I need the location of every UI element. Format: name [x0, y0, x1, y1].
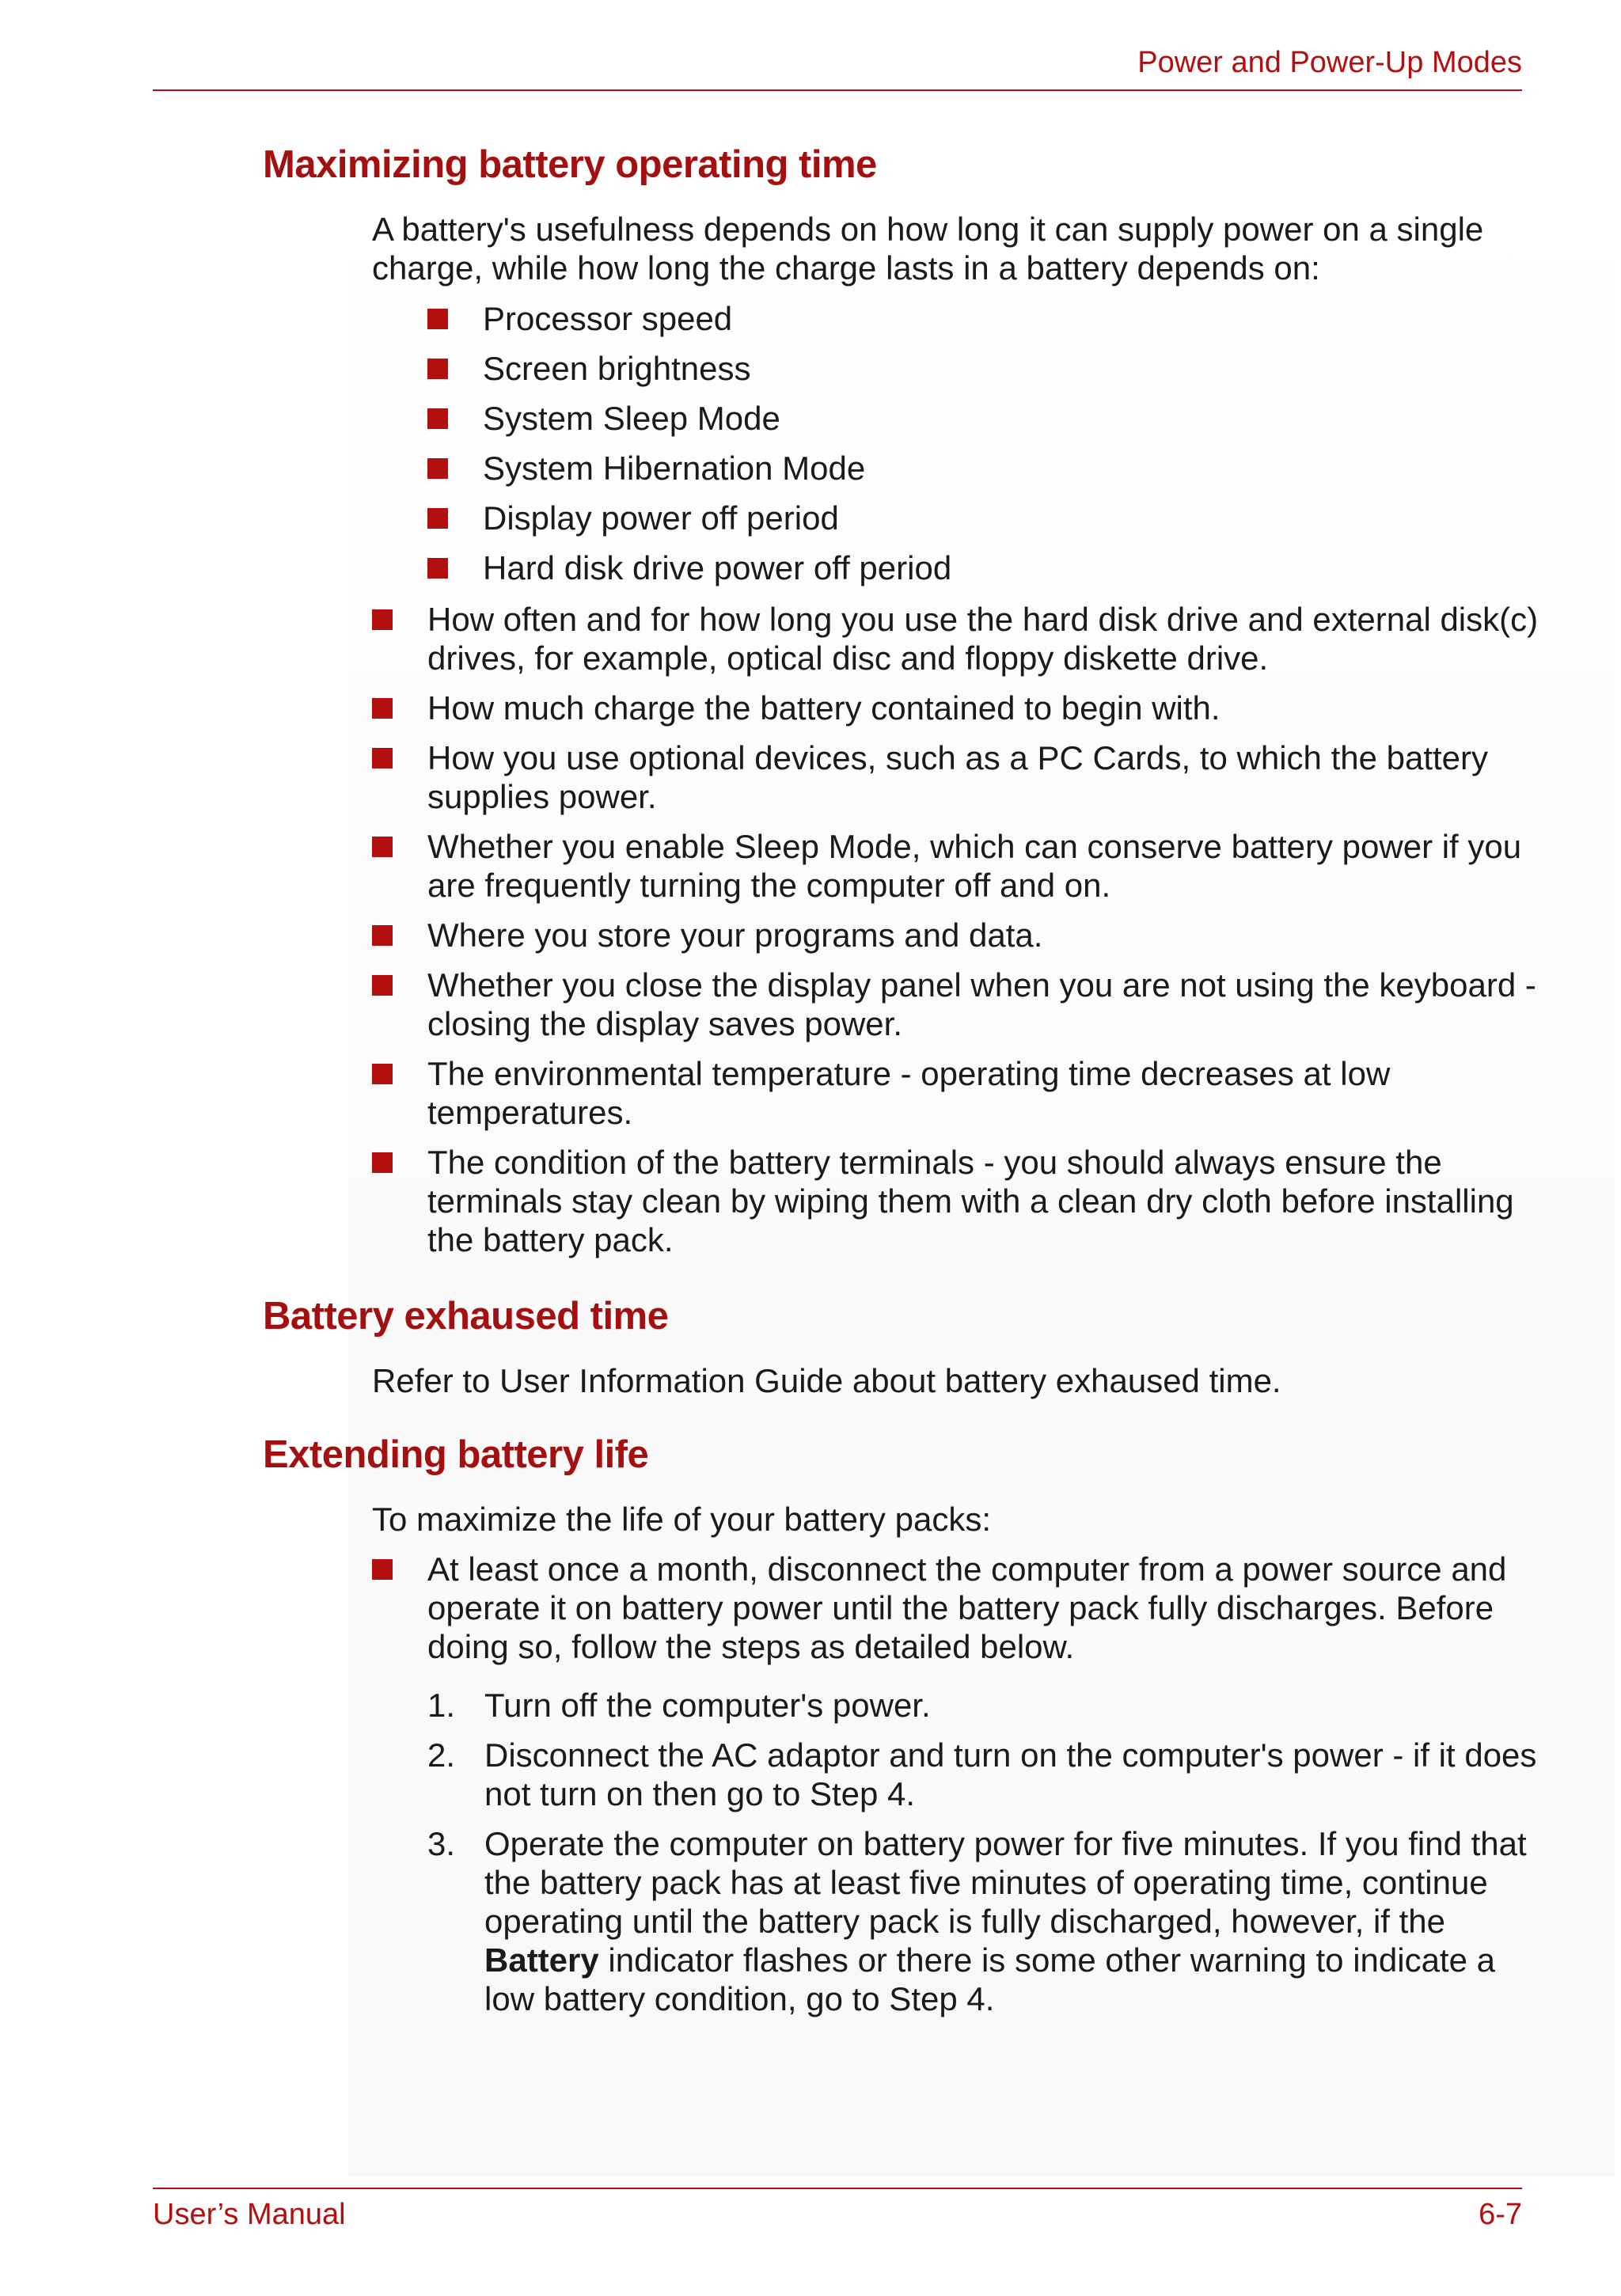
footer-manual-title: User’s Manual: [153, 2198, 346, 2231]
step-item: 1. Turn off the computer's power.: [427, 1687, 931, 1724]
square-bullet-icon: [372, 609, 393, 630]
list-item: Whether you close the display panel when you are not using the keyboard - closing the display saves power.: [372, 966, 1543, 1043]
step-number: 2.: [427, 1736, 456, 1774]
square-bullet-icon: [427, 408, 448, 429]
square-bullet-icon: [372, 1064, 393, 1084]
exhaused-paragraph: Refer to User Information Guide about battery exhaused time.: [372, 1362, 1281, 1399]
list-item: The environmental temperature - operating time decreases at low temperatures.: [372, 1054, 1543, 1132]
square-bullet-icon: [372, 837, 393, 857]
page-number: 6-7: [1479, 2198, 1522, 2231]
list-item: System Hibernation Mode: [427, 449, 1536, 488]
heading-battery-exhaused: Battery exhaused time: [263, 1295, 669, 1338]
step-number: 1.: [427, 1687, 456, 1724]
list-item: Display power off period: [427, 499, 1536, 537]
list-item: Whether you enable Sleep Mode, which can conserve battery power if you are frequently turning the computer off and on.: [372, 827, 1543, 905]
step-number: 3.: [427, 1825, 456, 1862]
factor-sublist: [427, 299, 1536, 598]
list-item: At least once a month, disconnect the computer from a power source and operate it on battery power until the battery pack fully discharges. Before doing so, follow the steps as detailed below.: [372, 1550, 1543, 1666]
heading-maximizing-battery: Maximizing battery operating time: [263, 143, 877, 186]
square-bullet-icon: [372, 698, 393, 719]
footer-rule: [153, 2188, 1522, 2189]
square-bullet-icon: [372, 1152, 393, 1173]
square-bullet-icon: [427, 558, 448, 579]
square-bullet-icon: [427, 458, 448, 479]
list-item: System Sleep Mode: [427, 399, 1536, 438]
square-bullet-icon: [372, 925, 393, 946]
extending-list: [372, 1550, 1543, 1677]
list-item: How often and for how long you use the hard disk drive and external disk(c) drives, for example, optical disc and floppy diskette drive.: [372, 600, 1543, 677]
battery-indicator-term: Battery: [484, 1941, 599, 1979]
square-bullet-icon: [427, 359, 448, 379]
list-item: Processor speed: [427, 299, 1536, 338]
running-header: Power and Power-Up Modes: [1137, 46, 1522, 79]
square-bullet-icon: [372, 1559, 393, 1580]
square-bullet-icon: [372, 975, 393, 996]
square-bullet-icon: [372, 748, 393, 768]
square-bullet-icon: [427, 309, 448, 329]
step-item: 3. Operate the computer on battery power for five minutes. If you find that the battery pack has at least five minutes of operating time, continue operating until the battery pack is fully discharged, however, if the Battery indicator flashes or there is some other warning to indicate a low battery condition, go to Step 4.: [427, 1825, 1527, 2017]
list-item: Hard disk drive power off period: [427, 548, 1536, 587]
list-item: Where you store your programs and data.: [372, 916, 1543, 954]
steps-list: [427, 1686, 1551, 2029]
header-rule: [153, 89, 1522, 91]
list-item: How you use optional devices, such as a PC Cards, to which the battery supplies power.: [372, 738, 1543, 816]
intro-paragraph: A battery's usefulness depends on how long it can supply power on a single charge, while how long the charge lasts in a battery depends on:: [372, 211, 1484, 287]
list-item: Screen brightness: [427, 349, 1536, 388]
heading-extending-battery: Extending battery life: [263, 1433, 649, 1476]
extending-intro: To maximize the life of your battery packs:: [372, 1501, 991, 1538]
list-item: How much charge the battery contained to begin with.: [372, 689, 1543, 727]
factor-list: [372, 600, 1543, 1270]
step-item: 2. Disconnect the AC adaptor and turn on the computer's power - if it does not turn on then go to Step 4.: [427, 1736, 1537, 1812]
square-bullet-icon: [427, 508, 448, 529]
list-item: The condition of the battery terminals - you should always ensure the terminals stay clean by wiping them with a clean dry cloth before installing the battery pack.: [372, 1143, 1543, 1259]
